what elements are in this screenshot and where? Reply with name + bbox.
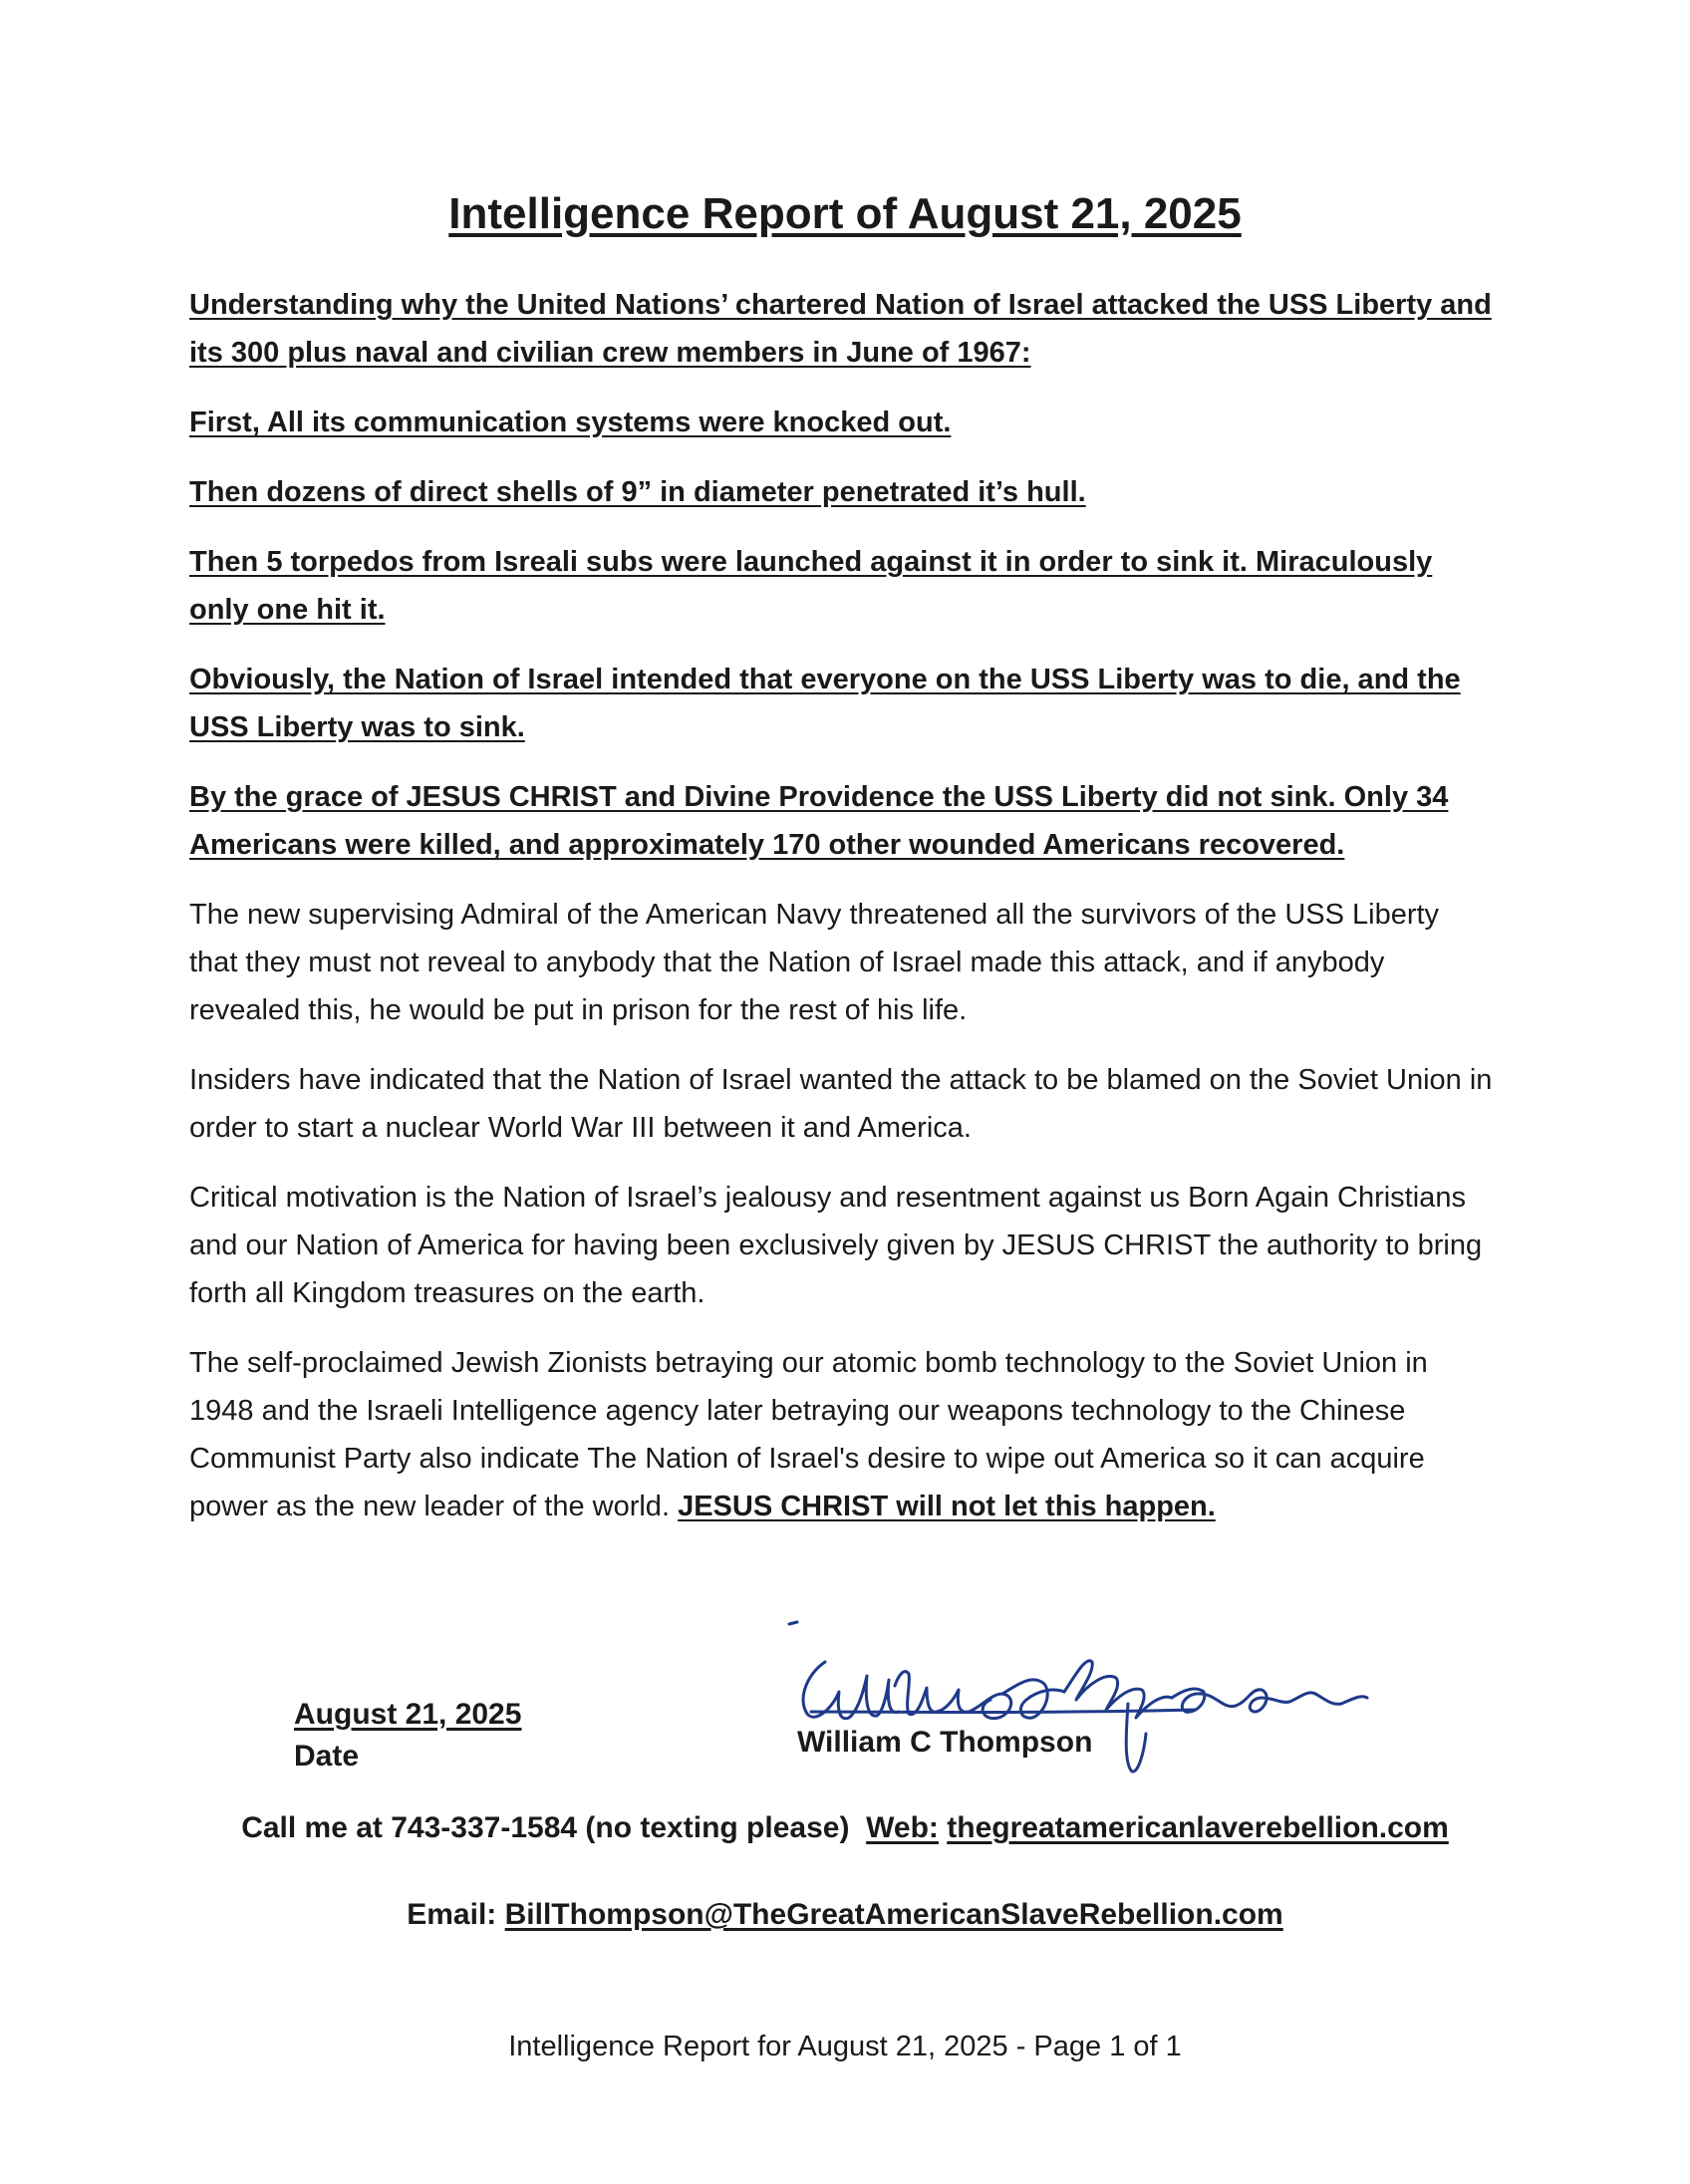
web-label[interactable]: Web:: [866, 1811, 939, 1844]
paragraph-first: First, All its communication systems were knocked out.: [189, 407, 952, 438]
phone-text: Call me at 743-337-1584 (no texting please): [241, 1811, 850, 1844]
paragraph-zionists: [189, 1339, 1495, 1530]
signature-block: [777, 1614, 1395, 1783]
date-label: Date: [294, 1740, 360, 1773]
web-link[interactable]: thegreatamericanlaverebellion.com: [947, 1811, 1449, 1844]
date-block: [294, 1694, 521, 1777]
paragraph-motivation: Critical motivation is the Nation of Israel’s jealousy and resentment against us Born Again Christians and our Nation of America for having been exclusively given by JESUS CHRIST the authority to bring forth all Kingdom treasures on the earth.: [189, 1182, 1483, 1309]
paragraph-zionists-emphasis: JESUS CHRIST will not let this happen.: [678, 1491, 1216, 1522]
paragraph-torpedos: Then 5 torpedos from Isreali subs were launched against it in order to sink it. Miraculously only one hit it.: [189, 546, 1433, 626]
paragraph-admiral: The new supervising Admiral of the American Navy threatened all the survivors of the USS Liberty that they must not reveal to anybody that the Nation of Israel made this attack, and if anybody revealed this, he would be put in prison for the rest of his life.: [189, 899, 1440, 1026]
signer-name: William C Thompson: [797, 1726, 1093, 1759]
page-title: Intelligence Report of August 21, 2025: [448, 189, 1242, 238]
paragraph-zionists-text: The self-proclaimed Jewish Zionists betraying our atomic bomb technology to the Soviet Union in 1948 and the Israeli Intelligence agency later betraying our weapons technology to the Chinese Communist Party also indicate The Nation of Israel's desire to wipe out America so it can acquire power as the new leader of the world.: [189, 1347, 1428, 1522]
contact-phone-web: [0, 1811, 1690, 1845]
paragraph-intent: Obviously, the Nation of Israel intended that everyone on the USS Liberty was to die, and the USS Liberty was to sink.: [189, 664, 1461, 743]
paragraph-insiders: Insiders have indicated that the Nation of Israel wanted the attack to be blamed on the Soviet Union in order to start a nuclear World War III between it and America.: [189, 1064, 1493, 1144]
page-footer: Intelligence Report for August 21, 2025 - Page 1 of 1: [508, 2031, 1182, 2062]
signed-date: August 21, 2025: [294, 1698, 522, 1731]
email-link[interactable]: BillThompson@TheGreatAmericanSlaveRebellion.com: [504, 1898, 1283, 1931]
paragraph-shells: Then dozens of direct shells of 9” in diameter penetrated it’s hull.: [189, 476, 1086, 508]
paragraph-intro: Understanding why the United Nations’ chartered Nation of Israel attacked the USS Liberty and its 300 plus naval and civilian crew members in June of 1967:: [189, 289, 1492, 369]
paragraph-survival: By the grace of JESUS CHRIST and Divine Providence the USS Liberty did not sink. Only 34 Americans were killed, and approximately 170 other wounded Americans recovered.: [189, 781, 1449, 861]
contact-email: [0, 1898, 1690, 1932]
report-body: [189, 281, 1495, 1552]
email-label: Email:: [407, 1898, 497, 1931]
